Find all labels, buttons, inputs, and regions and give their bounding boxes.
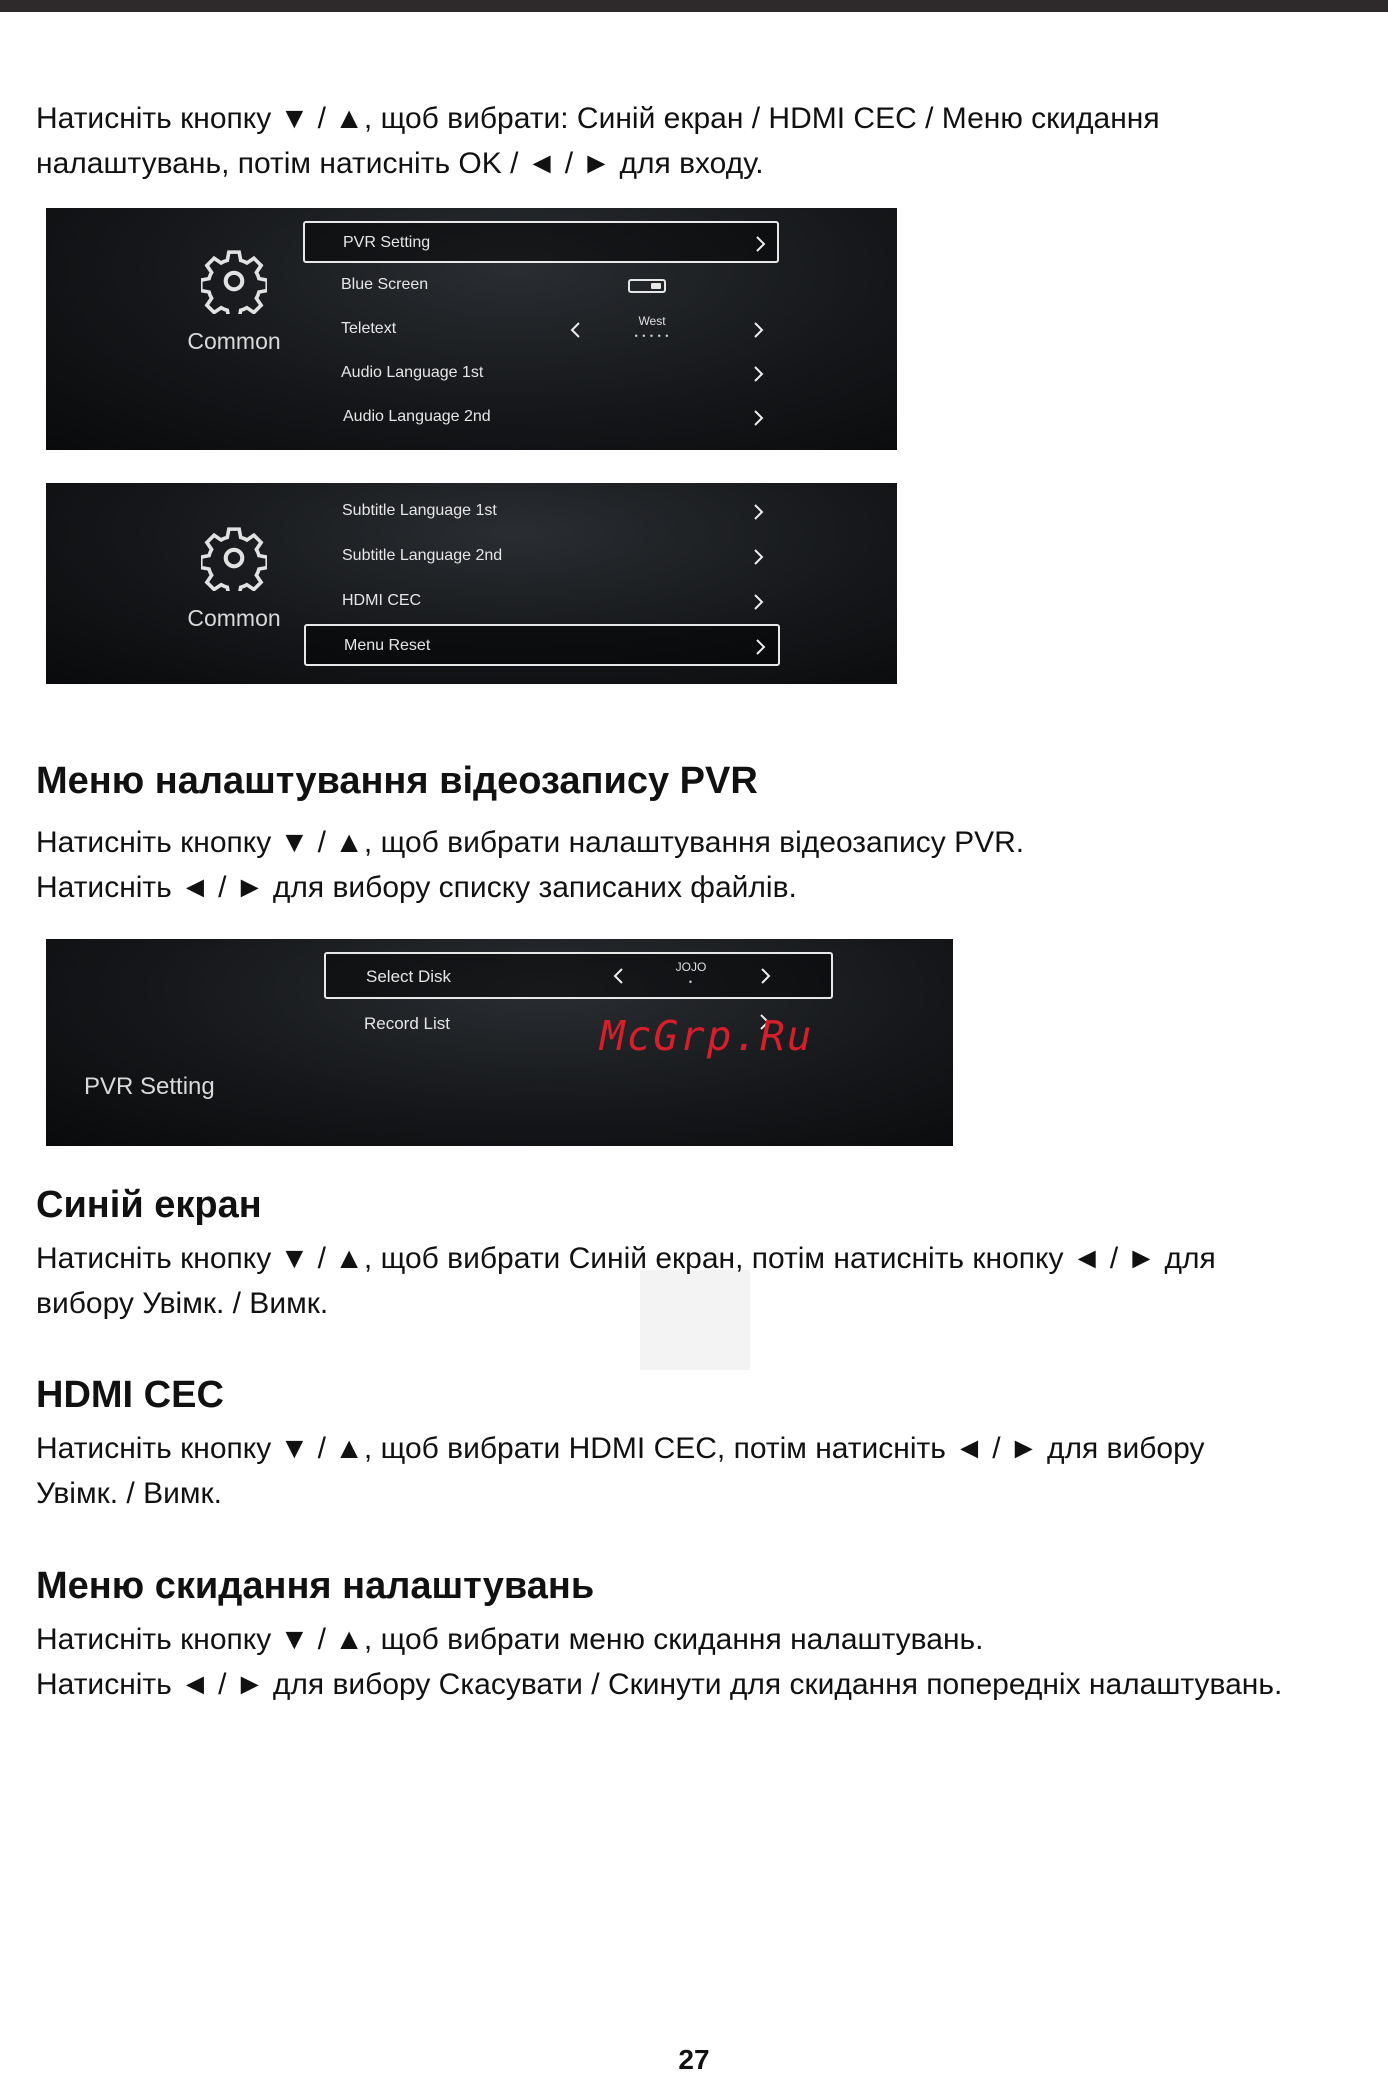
reset-line-1: Натисніть кнопку ▼ / ▲, щоб вибрати меню скидання налаштувань. bbox=[36, 1623, 984, 1656]
chevron-right-icon bbox=[749, 593, 767, 611]
section-heading-pvr: Меню налаштування відеозапису PVR bbox=[36, 760, 758, 802]
hdmi-line-2: Увімк. / Вимк. bbox=[36, 1477, 222, 1510]
category-panel bbox=[84, 1073, 284, 1101]
watermark-text: McGrp.Ru bbox=[600, 1012, 814, 1060]
blue-line-2: вибору Увімк. / Вимк. bbox=[36, 1287, 329, 1320]
chevron-right-icon bbox=[751, 638, 769, 656]
menu-item-label: Teletext bbox=[341, 320, 397, 337]
intro-text bbox=[36, 96, 1160, 186]
menu-item-select-disk[interactable] bbox=[324, 952, 833, 999]
menu-item-label: Subtitle Language 2nd bbox=[342, 547, 503, 564]
menu-item-teletext[interactable] bbox=[303, 309, 779, 351]
section-heading-menu-reset: Меню скидання налаштувань bbox=[36, 1565, 595, 1607]
chevron-right-icon bbox=[751, 235, 769, 253]
gear-icon bbox=[201, 525, 267, 591]
chevron-right-icon[interactable] bbox=[749, 321, 767, 339]
teletext-value: West bbox=[638, 314, 666, 328]
section-text-hdmi-cec bbox=[36, 1426, 1204, 1516]
reset-line-2: Натисніть ◄ / ► для вибору Скасувати / Скинути для скидання попередніх налаштувань. bbox=[36, 1668, 1283, 1701]
menu-item-label: HDMI CEC bbox=[342, 592, 422, 609]
category-label: Common bbox=[187, 605, 281, 631]
section-text-pvr bbox=[36, 820, 1024, 910]
blue-line-1: Натисніть кнопку ▼ / ▲, щоб вибрати Синій екран, потім натисніть кнопку ◄ / ► для bbox=[36, 1242, 1216, 1275]
tv-menu-screenshot-pvr-setting bbox=[46, 939, 953, 1146]
menu-item-label: Record List bbox=[364, 1014, 450, 1033]
category-label: Common bbox=[187, 328, 281, 354]
menu-item-audio-language-1st[interactable] bbox=[303, 353, 779, 395]
menu-item-label: Audio Language 1st bbox=[341, 364, 484, 381]
menu-item-label: Select Disk bbox=[366, 967, 452, 986]
menu-item-menu-reset[interactable] bbox=[304, 624, 780, 666]
menu-item-pvr-setting[interactable] bbox=[303, 221, 779, 263]
chevron-right-icon bbox=[749, 365, 767, 383]
intro-line-2: налаштувань, потім натисніть OK / ◄ / ► для входу. bbox=[36, 147, 764, 180]
tv-menu-screenshot-common-1 bbox=[46, 208, 897, 450]
section-text-menu-reset bbox=[36, 1617, 1282, 1707]
menu-item-blue-screen[interactable] bbox=[303, 265, 779, 307]
toggle-knob bbox=[651, 283, 661, 289]
section-text-blue-screen bbox=[36, 1236, 1216, 1326]
menu-item-subtitle-language-1st[interactable] bbox=[304, 491, 780, 533]
page-number: 27 bbox=[678, 2044, 710, 2075]
menu-item-label: Subtitle Language 1st bbox=[342, 502, 497, 519]
chevron-left-icon[interactable] bbox=[567, 321, 585, 339]
gear-icon bbox=[201, 248, 267, 314]
tv-menu-screenshot-common-2 bbox=[46, 483, 897, 684]
menu-item-hdmi-cec[interactable] bbox=[304, 581, 780, 623]
chevron-right-icon[interactable] bbox=[756, 967, 774, 985]
pvr-line-1: Натисніть кнопку ▼ / ▲, щоб вибрати налаштування відеозапису PVR. bbox=[36, 826, 1025, 859]
value-indicator-dots: • bbox=[688, 977, 694, 987]
menu-item-label: PVR Setting bbox=[343, 234, 431, 251]
menu-item-label: Menu Reset bbox=[344, 637, 431, 654]
section-heading-blue-screen: Синій екран bbox=[36, 1184, 262, 1226]
menu-item-subtitle-language-2nd[interactable] bbox=[304, 536, 780, 578]
chevron-right-icon bbox=[749, 409, 767, 427]
menu-item-label: Blue Screen bbox=[341, 276, 429, 293]
value-indicator-dots: • • • • • bbox=[634, 331, 670, 341]
pvr-line-2: Натисніть ◄ / ► для вибору списку записаних файлів. bbox=[36, 871, 797, 904]
toggle-switch[interactable] bbox=[628, 279, 666, 293]
intro-line-1: Натисніть кнопку ▼ / ▲, щоб вибрати: Синій екран / HDMI CEC / Меню скидання bbox=[36, 102, 1160, 135]
chevron-left-icon[interactable] bbox=[610, 967, 628, 985]
category-label: PVR Setting bbox=[84, 1073, 215, 1100]
chevron-right-icon bbox=[749, 548, 767, 566]
menu-item-label: Audio Language 2nd bbox=[343, 408, 491, 425]
section-heading-hdmi-cec: HDMI CEC bbox=[36, 1374, 224, 1416]
top-bar bbox=[0, 0, 1388, 12]
chevron-right-icon bbox=[749, 503, 767, 521]
menu-item-audio-language-2nd[interactable] bbox=[303, 397, 779, 439]
hdmi-line-1: Натисніть кнопку ▼ / ▲, щоб вибрати HDMI CEC, потім натисніть ◄ / ► для вибору bbox=[36, 1432, 1205, 1465]
disk-value: JOJO bbox=[675, 960, 707, 974]
